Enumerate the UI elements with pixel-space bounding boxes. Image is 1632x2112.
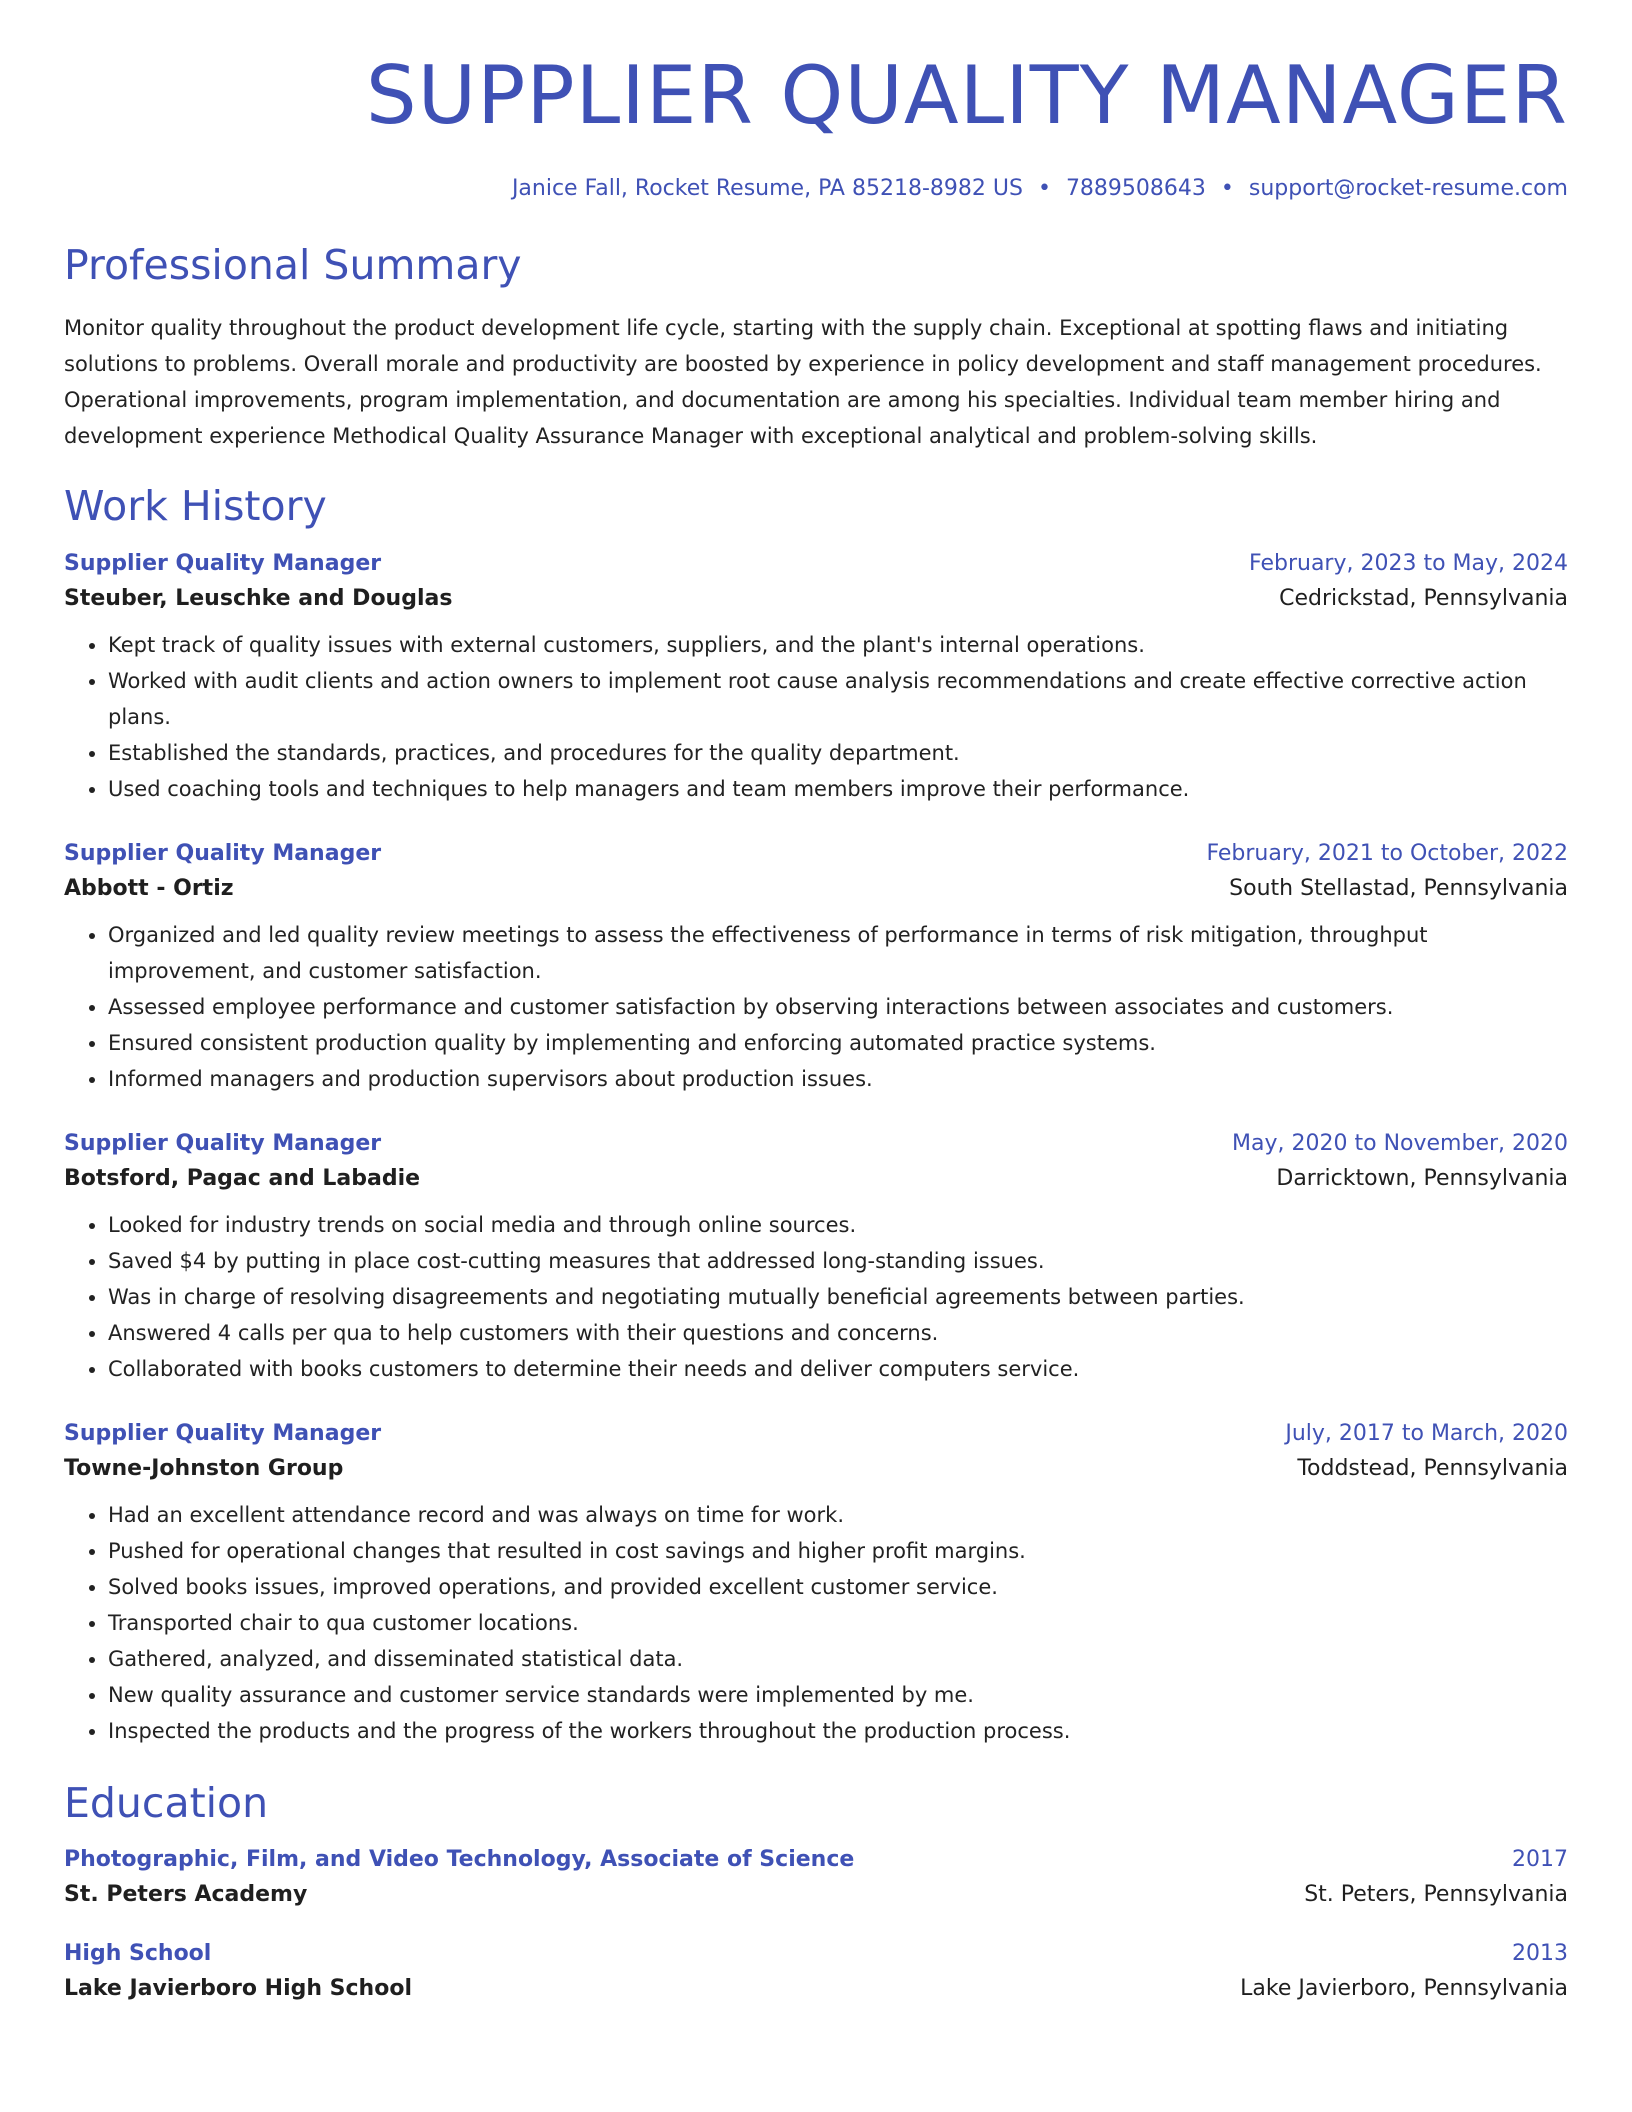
job-company: Abbott - Ortiz bbox=[64, 876, 234, 902]
job-role: Supplier Quality Manager bbox=[64, 1131, 382, 1157]
job-location: Darricktown, Pennsylvania bbox=[1276, 1166, 1568, 1192]
job-dates: May, 2020 to November, 2020 bbox=[1232, 1131, 1568, 1157]
job-bullet: • Assessed employee performance and customer satisfaction by observing interactions between associates and customers. bbox=[108, 989, 1568, 1025]
contact-email[interactable]: support@rocket-resume.com bbox=[1248, 176, 1568, 201]
job-company: Steuber, Leuschke and Douglas bbox=[64, 586, 453, 612]
education-entry bbox=[64, 1941, 1568, 2001]
resume-header bbox=[64, 0, 1568, 201]
job-company: Botsford, Pagac and Labadie bbox=[64, 1166, 421, 1192]
job-bullet: • Informed managers and production supervisors about production issues. bbox=[108, 1061, 1568, 1097]
education-school: St. Peters Academy bbox=[64, 1881, 308, 1907]
work-history-heading: Work History bbox=[64, 482, 327, 531]
contact-address: Janice Fall, Rocket Resume, PA 85218-8982 US bbox=[511, 176, 1023, 201]
job-bullet: • Was in charge of resolving disagreements and negotiating mutually beneficial agreements between parties. bbox=[108, 1279, 1568, 1315]
job-entry bbox=[64, 841, 1568, 1097]
job-role: Supplier Quality Manager bbox=[64, 1421, 382, 1447]
job-bullet: • Looked for industry trends on social media and through online sources. bbox=[108, 1207, 1568, 1243]
contact-line bbox=[64, 176, 1568, 201]
job-bullet: • New quality assurance and customer service standards were implemented by me. bbox=[108, 1677, 1568, 1713]
job-bullet: • Had an excellent attendance record and was always on time for work. bbox=[108, 1497, 1568, 1533]
job-bullet: • Organized and led quality review meetings to assess the effectiveness of performance in terms of risk mitigation, throughput improvement, and customer satisfaction. bbox=[108, 917, 1568, 989]
education-year: 2013 bbox=[1512, 1940, 1568, 1966]
job-bullets bbox=[64, 917, 1568, 1097]
job-dates: July, 2017 to March, 2020 bbox=[1285, 1421, 1568, 1447]
job-bullet: • Solved books issues, improved operations, and provided excellent customer service. bbox=[108, 1569, 1568, 1605]
job-location: South Stellastad, Pennsylvania bbox=[1229, 876, 1568, 902]
job-bullet: • Inspected the products and the progress of the workers throughout the production process. bbox=[108, 1713, 1568, 1749]
job-bullet: • Gathered, analyzed, and disseminated statistical data. bbox=[108, 1641, 1568, 1677]
education-location: St. Peters, Pennsylvania bbox=[1304, 1881, 1568, 1907]
contact-separator: • bbox=[1037, 176, 1051, 201]
education-degree: High School bbox=[64, 1940, 212, 1966]
job-bullet: • Collaborated with books customers to determine their needs and deliver computers service. bbox=[108, 1351, 1568, 1387]
job-bullet: • Kept track of quality issues with external customers, suppliers, and the plant's internal operations. bbox=[108, 627, 1568, 663]
job-bullet: • Transported chair to qua customer locations. bbox=[108, 1605, 1568, 1641]
job-bullet: • Answered 4 calls per qua to help customers with their questions and concerns. bbox=[108, 1315, 1568, 1351]
contact-separator: • bbox=[1220, 176, 1234, 201]
job-role: Supplier Quality Manager bbox=[64, 841, 382, 867]
contact-phone: 7889508643 bbox=[1065, 176, 1206, 201]
education-list bbox=[64, 1847, 1568, 2001]
job-bullet: • Saved $4 by putting in place cost-cutting measures that addressed long-standing issues. bbox=[108, 1243, 1568, 1279]
job-entry bbox=[64, 1421, 1568, 1749]
job-location: Cedrickstad, Pennsylvania bbox=[1279, 586, 1568, 612]
summary-heading: Professional Summary bbox=[64, 241, 522, 289]
job-bullets bbox=[64, 1207, 1568, 1387]
education-year: 2017 bbox=[1512, 1846, 1568, 1872]
education-heading: Education bbox=[64, 1779, 269, 1828]
education-entry bbox=[64, 1847, 1568, 1907]
work-history-list bbox=[64, 551, 1568, 1749]
job-bullet: • Used coaching tools and techniques to help managers and team members improve their performance. bbox=[108, 771, 1568, 807]
job-dates: February, 2023 to May, 2024 bbox=[1249, 551, 1568, 577]
summary-text: Monitor quality throughout the product development life cycle, starting with the supply chain. Exceptional at spotting flaws and initiating solutions to problems. Overall morale and productivity are boosted by experience in policy development and staff management procedures. Operational improvements, program implementation, and documentation are among his specialties. Individual team member hiring and development experience Methodical Quality Assurance Manager with exceptional analytical and problem-solving skills. bbox=[64, 316, 1542, 449]
job-role: Supplier Quality Manager bbox=[64, 551, 382, 577]
job-bullets bbox=[64, 627, 1568, 807]
job-bullet: • Established the standards, practices, and procedures for the quality department. bbox=[108, 735, 1568, 771]
job-bullets bbox=[64, 1497, 1568, 1749]
education-location: Lake Javierboro, Pennsylvania bbox=[1240, 1975, 1568, 2001]
job-bullet: • Pushed for operational changes that resulted in cost savings and higher profit margins. bbox=[108, 1533, 1568, 1569]
job-entry bbox=[64, 1131, 1568, 1387]
education-school: Lake Javierboro High School bbox=[64, 1975, 412, 2001]
job-dates: February, 2021 to October, 2022 bbox=[1206, 841, 1568, 867]
resume-title: SUPPLIER QUALITY MANAGER bbox=[365, 49, 1568, 142]
education-degree: Photographic, Film, and Video Technology, Associate of Science bbox=[64, 1846, 855, 1872]
job-bullet: • Worked with audit clients and action owners to implement root cause analysis recommendations and create effective corrective action plans. bbox=[108, 663, 1568, 735]
job-company: Towne-Johnston Group bbox=[64, 1456, 344, 1482]
job-bullet: • Ensured consistent production quality by implementing and enforcing automated practice systems. bbox=[108, 1025, 1568, 1061]
job-entry bbox=[64, 551, 1568, 807]
job-location: Toddstead, Pennsylvania bbox=[1297, 1456, 1568, 1482]
